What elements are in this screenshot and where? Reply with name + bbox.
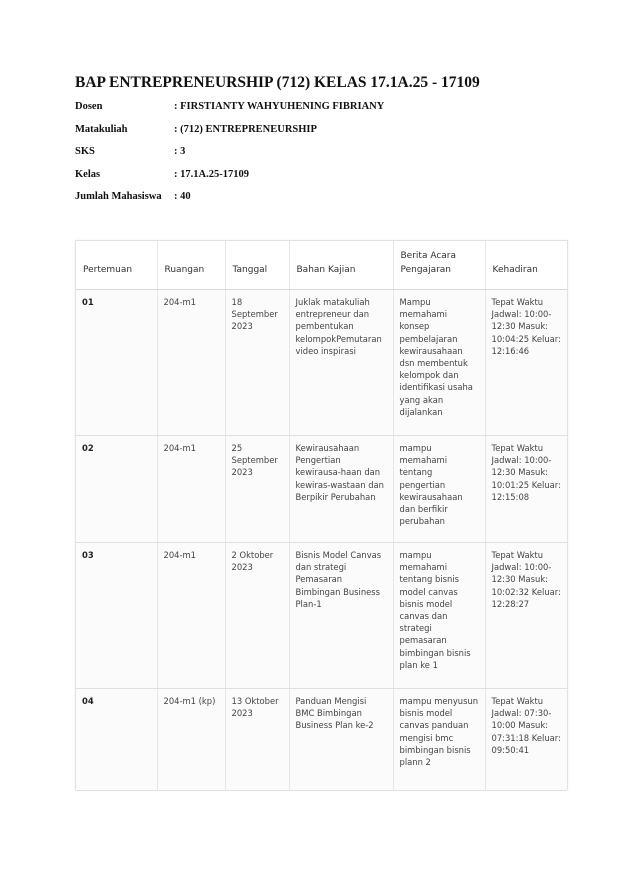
column-header: Bahan Kajian	[289, 241, 393, 290]
cell-kehadiran: Tepat Waktu Jadwal: 07:30-10:00 Masuk: 07:31:18 Keluar: 09:50:41	[485, 689, 567, 791]
attendance-table	[76, 241, 567, 791]
info-label: Dosen	[75, 101, 103, 112]
cell-berita-acara: mampu memahami tentang pengertian kewirausahaan dan berfikir perubahan	[393, 436, 485, 543]
cell-bahan-kajian: Bisnis Model Canvas dan strategi Pemasaran Bimbingan Business Plan-1	[289, 543, 393, 689]
cell-tanggal: 2 Oktober 2023	[225, 543, 289, 689]
info-value: : FIRSTIANTY WAHYUHENING FIBRIANY	[174, 101, 385, 112]
cell-pertemuan: 01	[76, 290, 157, 436]
cell-pertemuan: 04	[76, 689, 157, 791]
table-header-row	[76, 241, 567, 290]
cell-tanggal: 18 September 2023	[225, 290, 289, 436]
column-header: Berita Acara Pengajaran	[393, 241, 485, 290]
cell-ruangan: 204-m1	[157, 290, 225, 436]
info-value: : 17.1A.25-17109	[174, 168, 249, 180]
cell-berita-acara: mampu menyusun bisnis model canvas panduan mengisi bmc bimbingan bisnis plann 2	[393, 689, 485, 791]
info-label: Matakuliah	[75, 123, 128, 135]
table-row	[76, 543, 567, 689]
column-header: Pertemuan	[76, 241, 157, 290]
cell-kehadiran: Tepat Waktu Jadwal: 10:00-12:30 Masuk: 10:04:25 Keluar: 12:16:46	[485, 290, 567, 436]
cell-tanggal: 25 September 2023	[225, 436, 289, 543]
table-row	[76, 689, 567, 791]
cell-pertemuan: 02	[76, 436, 157, 543]
info-value: : (712) ENTREPRENEURSHIP	[174, 123, 317, 135]
cell-bahan-kajian: Kewirausahaan Pengertian kewirausa-haan dan kewiras-wastaan dan Berpikir Perubahan	[289, 436, 393, 543]
cell-tanggal: 13 Oktober 2023	[225, 689, 289, 791]
cell-ruangan: 204-m1	[157, 436, 225, 543]
info-label: Jumlah Mahasiswa	[75, 191, 162, 202]
attendance-table-container	[75, 240, 568, 790]
cell-kehadiran: Tepat Waktu Jadwal: 10:00-12:30 Masuk: 10:01:25 Keluar: 12:15:08	[485, 436, 567, 543]
cell-ruangan: 204-m1 (kp)	[157, 689, 225, 791]
info-value: : 3	[174, 146, 186, 157]
cell-kehadiran: Tepat Waktu Jadwal: 10:00-12:30 Masuk: 10:02:32 Keluar: 12:28:27	[485, 543, 567, 689]
cell-pertemuan: 03	[76, 543, 157, 689]
cell-berita-acara: mampu memahami tentang bisnis model canvas bisnis model canvas dan strategi pemasaran bimbingan bisnis plan ke 1	[393, 543, 485, 689]
info-label: SKS	[75, 146, 95, 157]
table-row	[76, 290, 567, 436]
cell-bahan-kajian: Panduan Mengisi BMC Bimbingan Business Plan ke-2	[289, 689, 393, 791]
column-header: Tanggal	[225, 241, 289, 290]
column-header: Kehadiran	[485, 241, 567, 290]
cell-bahan-kajian: Juklak matakuliah entrepreneur dan pembentukan kelompokPemutaran video inspirasi	[289, 290, 393, 436]
table-row	[76, 436, 567, 543]
info-label: Kelas	[75, 168, 101, 180]
cell-ruangan: 204-m1	[157, 543, 225, 689]
info-value: : 40	[174, 191, 191, 202]
document-title: BAP ENTREPRENEURSHIP (712) KELAS 17.1A.25 - 17109	[75, 74, 480, 91]
cell-berita-acara: Mampu memahami konsep pembelajaran kewirausahaan dsn membentuk kelompok dan identifikasi usaha yang akan dijalankan	[393, 290, 485, 436]
column-header: Ruangan	[157, 241, 225, 290]
